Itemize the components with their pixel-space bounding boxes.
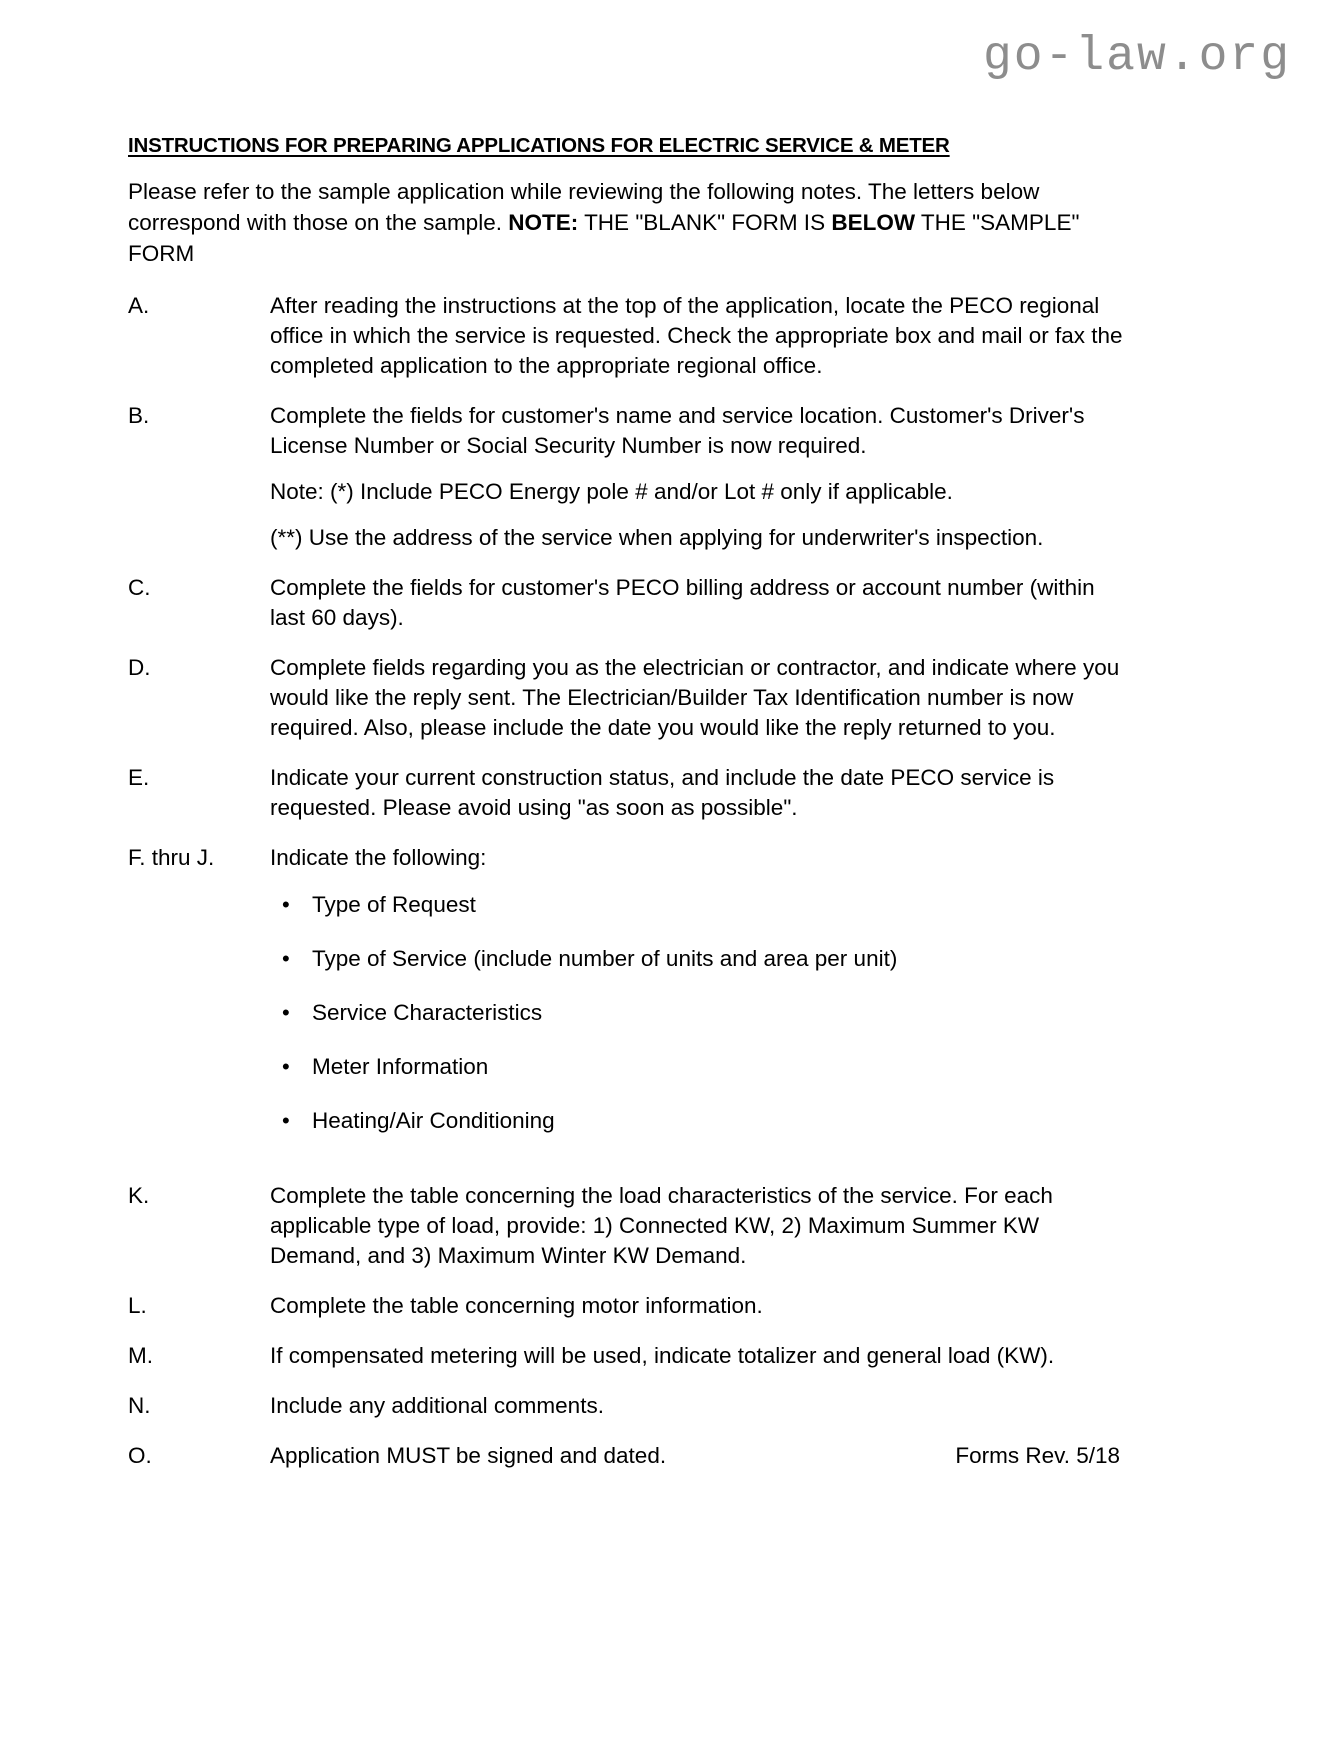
item-paragraph: Include any additional comments. [270,1393,604,1418]
instruction-item-l [128,1291,1128,1321]
intro-text-part1: Please refer to the sample application while reviewing the following notes. The letters below correspond with those on the sample. [128,179,1040,235]
intro-text-part3: THE "SAMPLE" FORM [128,210,1080,266]
item-paragraph: Indicate the following: [270,845,487,870]
list-item [270,999,1128,1027]
item-marker: E. [128,765,150,790]
item-marker: F. thru J. [128,845,215,870]
item-marker: K. [128,1183,150,1208]
item-body [270,291,1128,381]
list-item [270,1107,1128,1135]
intro-text-part2: THE "BLANK" FORM IS [578,210,832,235]
item-body [270,573,1128,633]
item-body [270,1391,1128,1421]
instruction-item-k [128,1181,1128,1271]
below-label: BELOW [831,210,916,235]
bullet-icon: • [282,946,290,971]
item-paragraph: Indicate your current construction status, and include the date PECO service is requested. Please avoid using "as soon as possible". [270,765,1055,820]
list-item [270,945,1128,973]
instruction-item-c [128,573,1128,633]
forms-revision-label: Forms Rev. 5/18 [955,1443,1120,1468]
item-paragraph [270,1441,1128,1471]
item-marker: L. [128,1293,147,1318]
item-paragraph: Complete the table concerning the load characteristics of the service. For each applicable type of load, provide: 1) Connected KW, 2) Maximum Summer KW Demand, and 3) Maximum Winter KW Demand. [270,1183,1053,1268]
item-body [270,401,1128,553]
instruction-item-e [128,763,1128,823]
item-marker: D. [128,655,151,680]
list-item-label: Type of Service (include number of units and area per unit) [312,946,898,971]
instruction-item-m [128,1341,1128,1371]
list-item-label: Heating/Air Conditioning [312,1108,555,1133]
item-marker: B. [128,403,150,428]
item-note-double-asterisk: (**) Use the address of the service when applying for underwriter's inspection. [270,525,1044,550]
item-paragraph: If compensated metering will be used, indicate totalizer and general load (KW). [270,1343,1055,1368]
item-body [270,653,1128,743]
bullet-icon: • [282,892,290,917]
document-body [128,134,1128,1491]
instruction-item-o [128,1441,1128,1471]
item-paragraph: After reading the instructions at the top of the application, locate the PECO regional office in which the service is requested. Check the appropriate box and mail or fax the completed application to the appropriate regional office. [270,293,1123,378]
item-marker: O. [128,1443,152,1468]
item-body [270,1291,1128,1321]
bullet-icon: • [282,1000,290,1025]
bullet-icon: • [282,1108,290,1133]
item-marker: C. [128,575,151,600]
instruction-item-b [128,401,1128,553]
instruction-item-a [128,291,1128,381]
bullet-icon: • [282,1054,290,1079]
item-paragraph: Complete the table concerning motor information. [270,1293,763,1318]
item-body [270,1341,1128,1371]
list-item-label: Service Characteristics [312,1000,543,1025]
site-watermark: go-law.org [982,30,1291,84]
item-paragraph: Complete the fields for customer's name and service location. Customer's Driver's License Number or Social Security Number is now required. [270,403,1085,458]
list-item [270,891,1128,919]
item-body [270,1441,1128,1471]
page-title: INSTRUCTIONS FOR PREPARING APPLICATIONS FOR ELECTRIC SERVICE & METER [128,134,950,157]
indicate-the-following-list [270,891,1128,1135]
item-paragraph: Complete the fields for customer's PECO billing address or account number (within last 60 days). [270,575,1095,630]
list-item [270,1053,1128,1081]
list-item-label: Meter Information [312,1054,489,1079]
instruction-item-f-thru-j [128,843,1128,1161]
item-note-single-asterisk: Note: (*) Include PECO Energy pole # and/or Lot # only if applicable. [270,479,953,504]
item-paragraph: Complete fields regarding you as the electrician or contractor, and indicate where you would like the reply sent. The Electrician/Builder Tax Identification number is now required. Also, please include the date you would like the reply returned to you. [270,655,1120,740]
intro-paragraph [128,176,1113,269]
instruction-item-n [128,1391,1128,1421]
instruction-item-d [128,653,1128,743]
item-body [270,763,1128,823]
item-body [270,1181,1128,1271]
list-item-label: Type of Request [312,892,476,917]
item-body [270,843,1128,1161]
item-paragraph-text: Application MUST be signed and dated. [270,1443,667,1468]
note-label: NOTE: [508,210,579,235]
item-marker: N. [128,1393,151,1418]
item-marker: A. [128,293,150,318]
item-marker: M. [128,1343,153,1368]
